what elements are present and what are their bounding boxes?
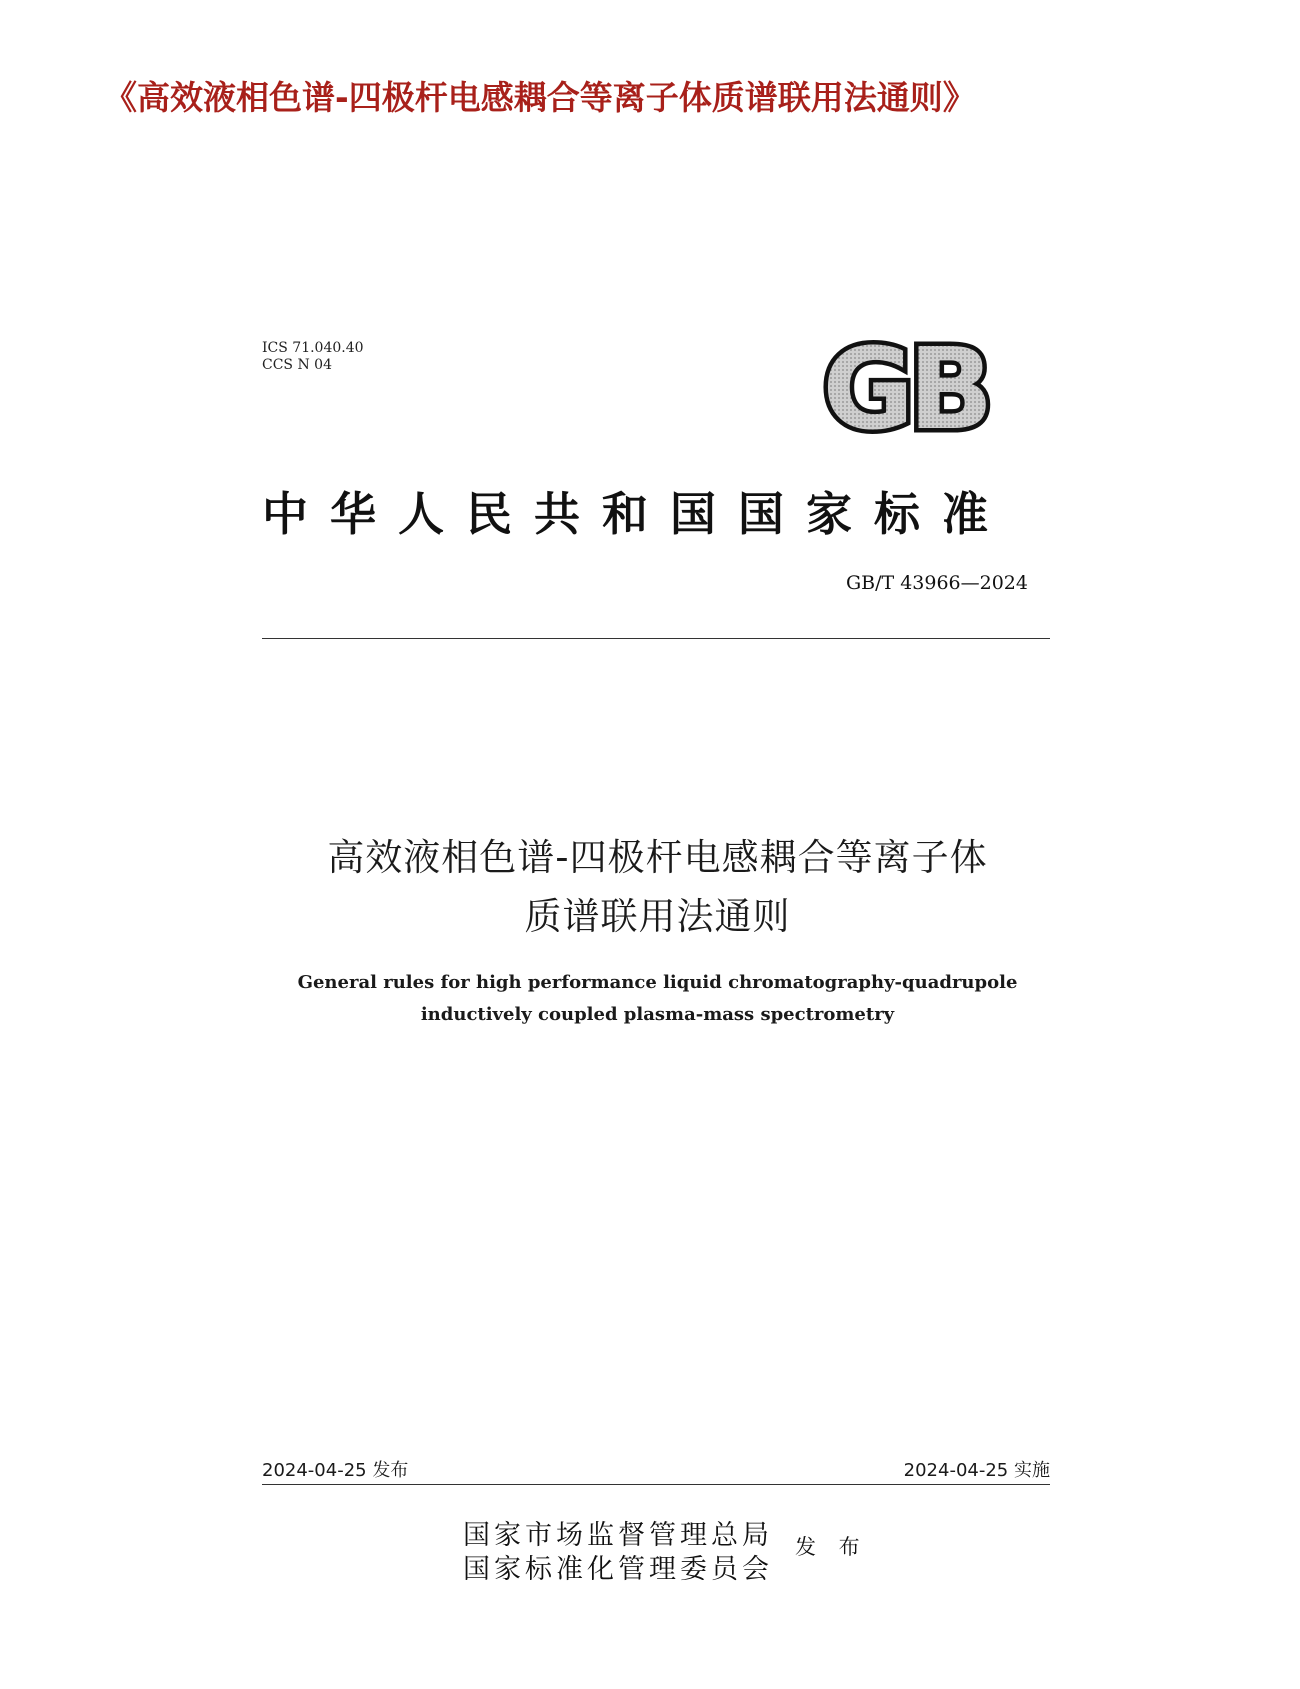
implementation-date: 2024-04-25 实施 xyxy=(903,1460,1050,1481)
issuer-samr: 国家市场监督管理总局 xyxy=(463,1520,773,1551)
banner-title: 《高效液相色谱-四极杆电感耦合等离子体质谱联用法通则》 xyxy=(104,78,976,117)
gb-logo-text: GB xyxy=(822,340,988,440)
title-en-line1: General rules for high performance liquid chromatography-quadrupole xyxy=(297,972,1018,993)
issue-date: 2024-04-25 发布 xyxy=(262,1460,409,1481)
ccs-code: CCS N 04 xyxy=(262,357,332,373)
top-divider xyxy=(262,638,1050,639)
issuer-sac: 国家标准化管理委员会 xyxy=(463,1554,773,1585)
standard-number: GB/T 43966—2024 xyxy=(845,572,1028,594)
title-en-line2: inductively coupled plasma-mass spectrometry xyxy=(420,1004,895,1025)
bottom-divider xyxy=(262,1484,1050,1485)
title-cn-line2: 质谱联用法通则 xyxy=(524,895,791,938)
title-cn-line1: 高效液相色谱-四极杆电感耦合等离子体 xyxy=(327,836,988,879)
ics-code: ICS 71.040.40 xyxy=(262,340,364,356)
issue-verb: 发 布 xyxy=(795,1535,868,1559)
gb-standard-logo xyxy=(805,340,1005,440)
standard-heading: 中华人民共和国国家标准 xyxy=(262,487,1010,541)
